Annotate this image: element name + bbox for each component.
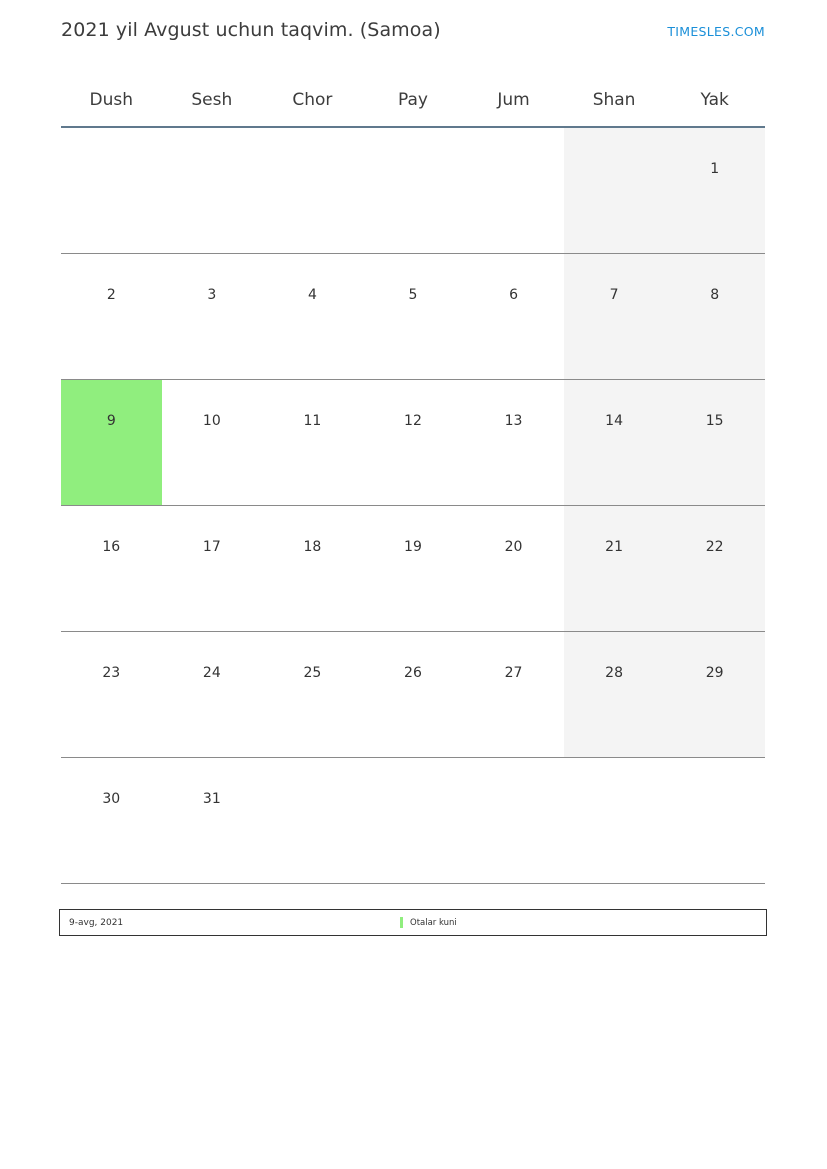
calendar-day-cell[interactable] [61, 758, 162, 884]
calendar-day-number: 22 [705, 539, 724, 555]
calendar-day-number: 30 [102, 791, 121, 807]
calendar-day-number: 13 [504, 413, 523, 429]
calendar-empty-cell [363, 127, 464, 254]
calendar-empty-cell [61, 127, 162, 254]
calendar-grid [61, 80, 765, 884]
calendar-week-row [61, 254, 765, 380]
calendar-day-number: 17 [202, 539, 221, 555]
calendar-day-number: 4 [307, 287, 317, 303]
calendar-day-cell[interactable] [61, 380, 162, 506]
calendar-day-number [61, 128, 162, 161]
calendar-day-cell[interactable] [262, 506, 363, 632]
calendar-empty-cell [564, 758, 665, 884]
calendar-week-row [61, 380, 765, 506]
calendar-empty-cell [664, 758, 765, 884]
page-title: 2021 yil Avgust uchun taqvim. (Samoa) [61, 19, 441, 41]
calendar-empty-cell [262, 127, 363, 254]
calendar-day-cell[interactable] [363, 254, 464, 380]
calendar-day-number: 3 [207, 287, 217, 303]
calendar-day-number: 8 [710, 287, 720, 303]
calendar-empty-cell [564, 127, 665, 254]
calendar-day-cell[interactable] [262, 380, 363, 506]
calendar-day-number [363, 128, 464, 161]
calendar-day-number: 24 [202, 665, 221, 681]
calendar-day-number [463, 128, 564, 161]
legend-bar [59, 909, 767, 936]
calendar-day-number [162, 128, 263, 161]
calendar-day-number: 14 [605, 413, 623, 429]
calendar-empty-cell [463, 127, 564, 254]
legend-entry-label: Otalar kuni [410, 917, 457, 928]
calendar-day-number: 16 [102, 539, 121, 555]
calendar-day-cell[interactable] [564, 254, 665, 380]
calendar-day-number: 19 [404, 539, 422, 555]
calendar-day-cell[interactable] [162, 254, 263, 380]
calendar-day-number: 25 [303, 665, 322, 681]
calendar-day-number: 5 [408, 287, 418, 303]
calendar-day-cell[interactable] [463, 380, 564, 506]
calendar-day-cell[interactable] [61, 632, 162, 758]
weekday-header-chor: Chor [262, 80, 363, 127]
calendar-empty-cell [363, 758, 464, 884]
calendar-day-number [564, 758, 665, 791]
calendar-day-number: 31 [202, 791, 221, 807]
calendar-head [61, 80, 765, 127]
weekday-header-row [61, 80, 765, 127]
legend-entry [400, 917, 457, 928]
calendar-day-number: 12 [404, 413, 422, 429]
calendar-day-cell[interactable] [363, 632, 464, 758]
calendar-day-cell[interactable] [463, 632, 564, 758]
calendar-day-cell[interactable] [162, 632, 263, 758]
calendar-day-cell[interactable] [664, 380, 765, 506]
calendar-day-number [262, 758, 363, 791]
calendar-day-number: 10 [202, 413, 221, 429]
calendar-table [61, 80, 765, 884]
calendar-day-number: 29 [705, 665, 724, 681]
calendar-day-number: 26 [404, 665, 422, 681]
weekday-header-yak: Yak [664, 80, 765, 127]
legend-date: 9-avg, 2021 [69, 917, 124, 928]
calendar-week-row [61, 127, 765, 254]
calendar-day-number: 7 [609, 287, 619, 303]
calendar-body [61, 127, 765, 884]
calendar-day-number: 6 [509, 287, 518, 303]
calendar-day-number: 18 [303, 539, 322, 555]
calendar-day-number: 11 [303, 413, 322, 429]
calendar-day-number: 1 [710, 161, 720, 177]
calendar-day-cell[interactable] [162, 758, 263, 884]
calendar-day-number: 9 [106, 413, 116, 429]
calendar-day-cell[interactable] [363, 380, 464, 506]
calendar-day-cell[interactable] [564, 380, 665, 506]
calendar-day-number [564, 128, 665, 161]
calendar-empty-cell [162, 127, 263, 254]
calendar-day-number [463, 758, 564, 791]
calendar-day-number: 2 [106, 287, 116, 303]
calendar-day-cell[interactable] [262, 254, 363, 380]
calendar-week-row [61, 632, 765, 758]
calendar-day-cell[interactable] [664, 127, 765, 254]
calendar-day-cell[interactable] [564, 506, 665, 632]
calendar-day-cell[interactable] [262, 632, 363, 758]
calendar-day-cell[interactable] [61, 254, 162, 380]
calendar-day-number: 15 [705, 413, 724, 429]
calendar-day-number [262, 128, 363, 161]
calendar-day-cell[interactable] [664, 506, 765, 632]
calendar-day-number [664, 758, 765, 791]
calendar-day-cell[interactable] [162, 506, 263, 632]
weekday-header-jum: Jum [463, 80, 564, 127]
calendar-empty-cell [262, 758, 363, 884]
calendar-day-cell[interactable] [664, 254, 765, 380]
weekday-header-dush: Dush [61, 80, 162, 127]
page-header [0, 0, 827, 62]
calendar-day-number: 28 [605, 665, 623, 681]
calendar-day-cell[interactable] [664, 632, 765, 758]
calendar-day-cell[interactable] [162, 380, 263, 506]
weekday-header-pay: Pay [363, 80, 464, 127]
calendar-day-cell[interactable] [564, 632, 665, 758]
calendar-day-number [363, 758, 464, 791]
brand-link[interactable]: TIMESLES.COM [667, 24, 765, 39]
calendar-day-cell[interactable] [61, 506, 162, 632]
calendar-week-row [61, 758, 765, 884]
calendar-week-row [61, 506, 765, 632]
calendar-day-cell[interactable] [463, 506, 564, 632]
calendar-day-cell[interactable] [463, 254, 564, 380]
calendar-day-number: 20 [504, 539, 523, 555]
weekday-header-sesh: Sesh [162, 80, 263, 127]
calendar-day-number: 27 [504, 665, 523, 681]
legend-swatch-icon [400, 917, 403, 928]
weekday-header-shan: Shan [564, 80, 665, 127]
calendar-empty-cell [463, 758, 564, 884]
calendar-day-cell[interactable] [363, 506, 464, 632]
calendar-day-number: 21 [605, 539, 623, 555]
calendar-day-number: 23 [102, 665, 121, 681]
